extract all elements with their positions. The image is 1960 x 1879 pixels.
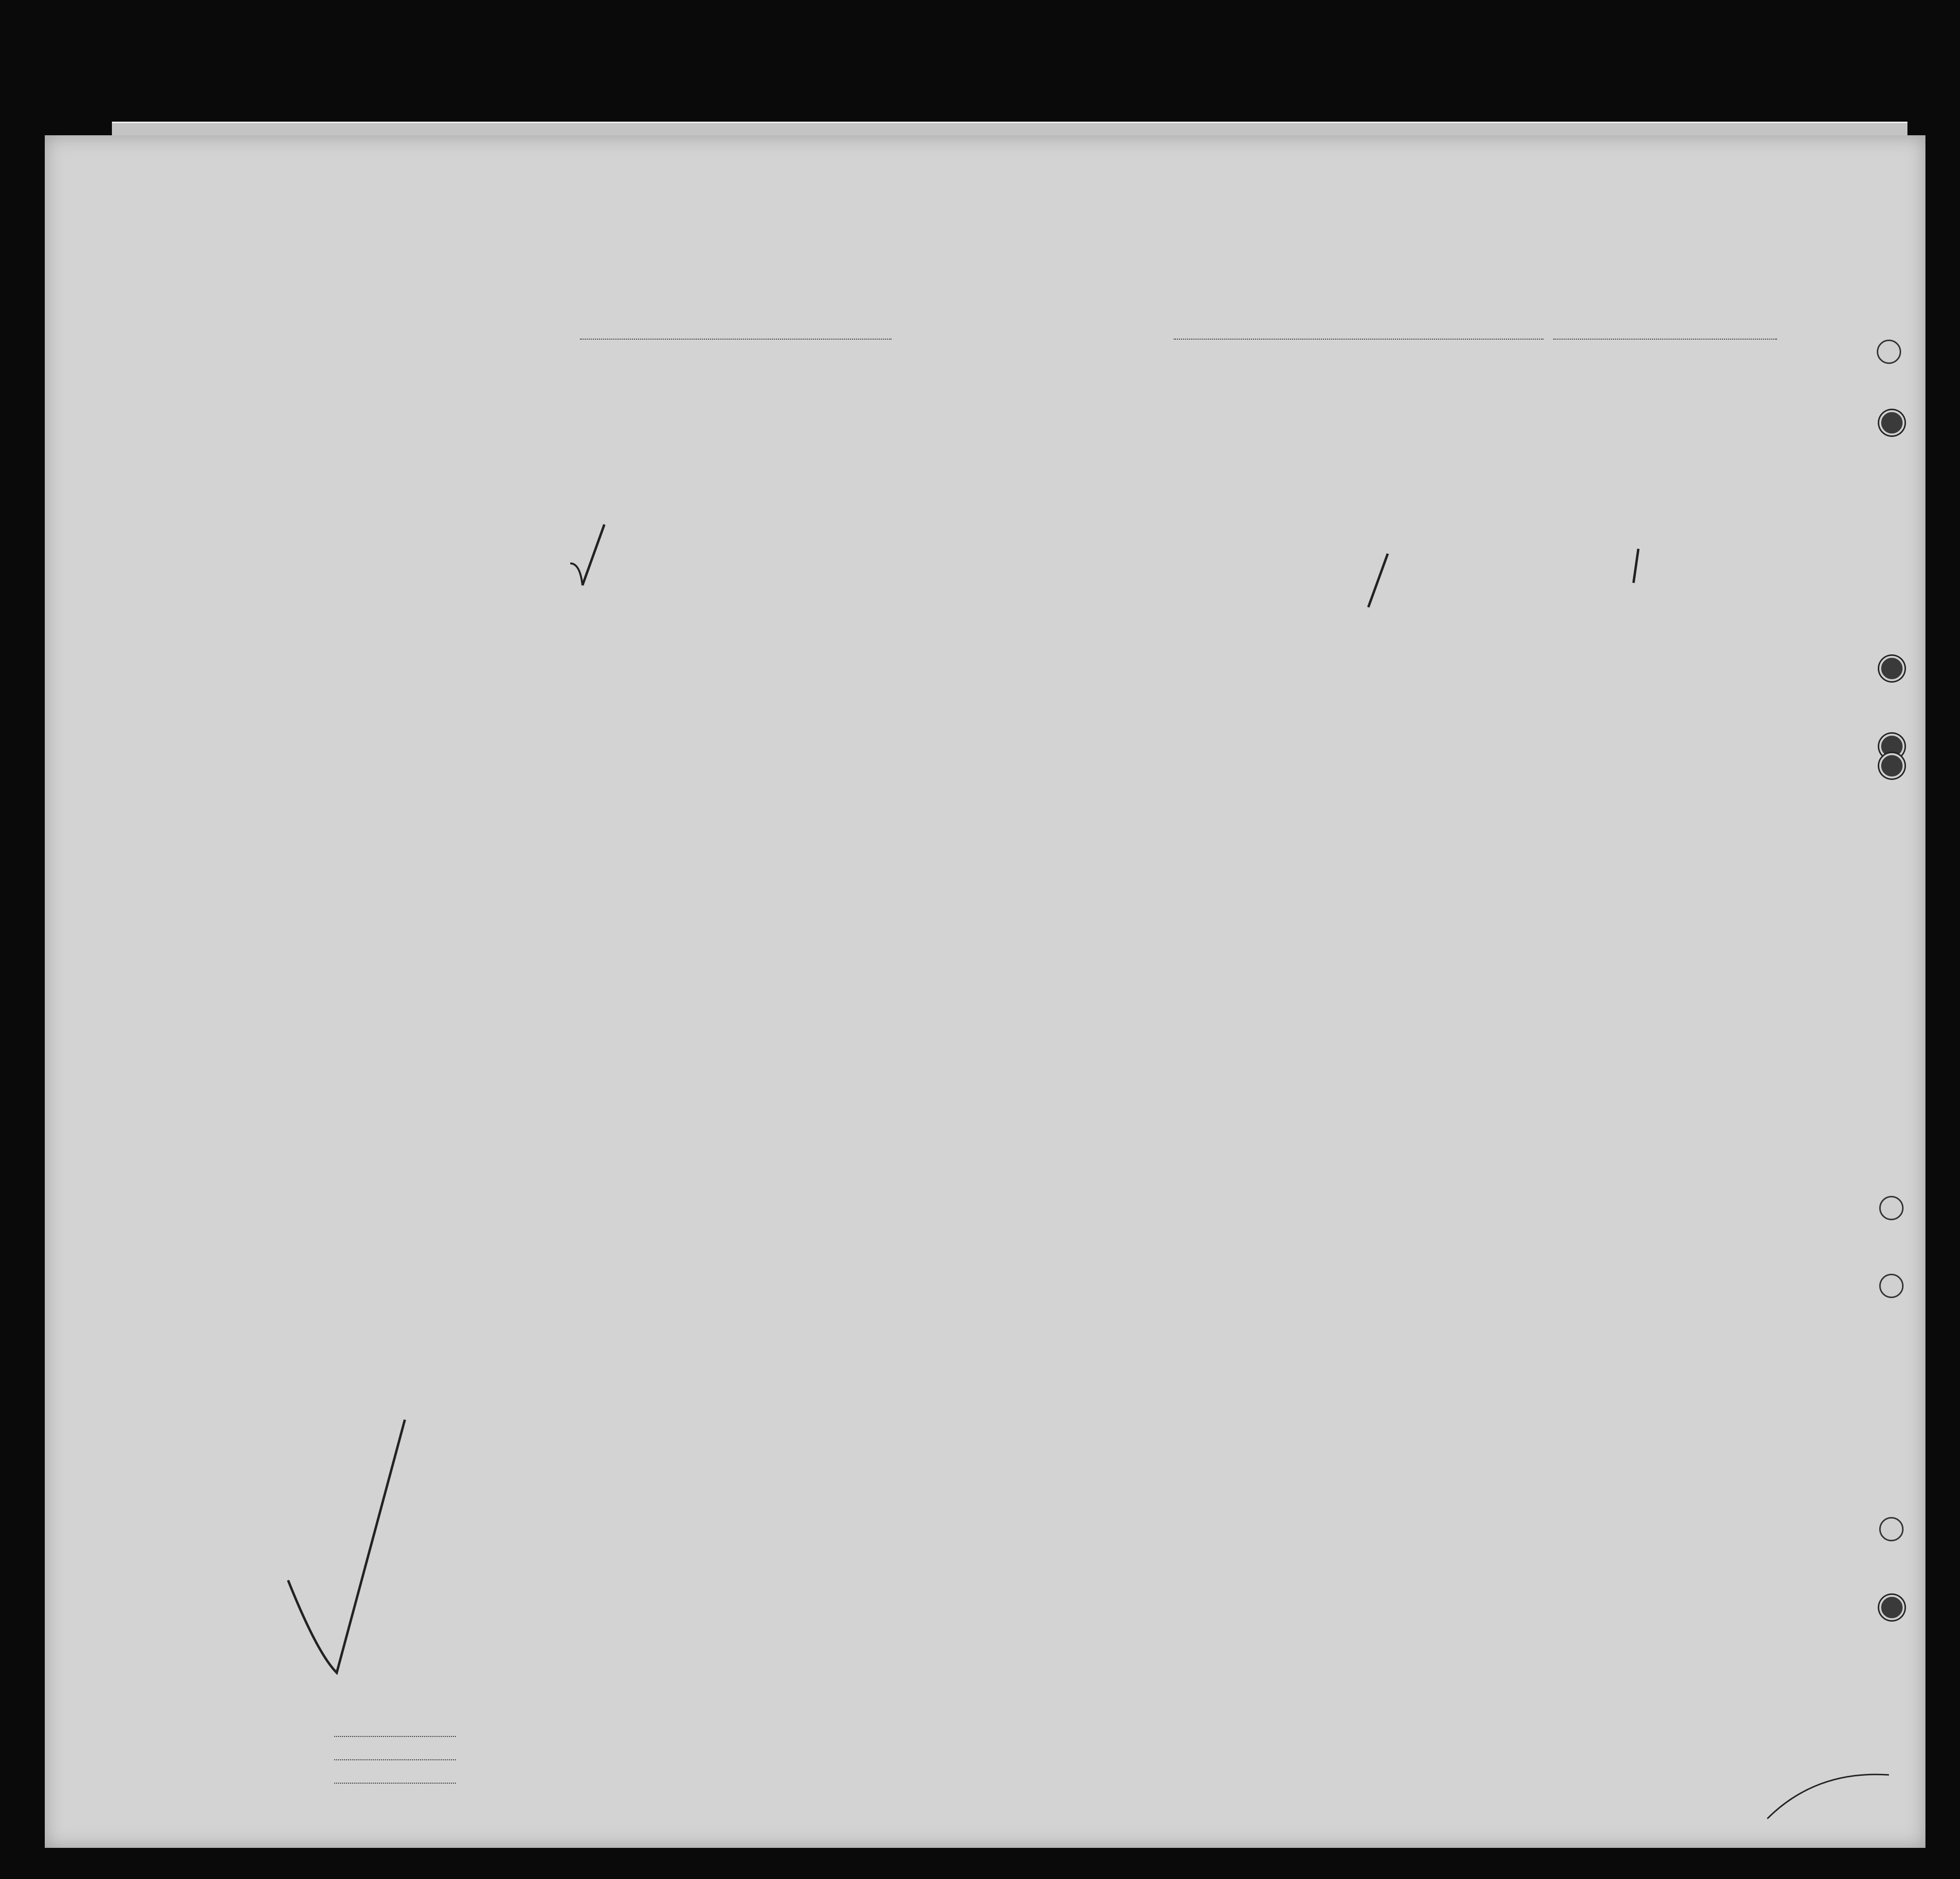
binder-hole (1879, 753, 1905, 778)
manifest-sheet (45, 135, 1925, 1848)
binder-hole (1879, 1595, 1905, 1620)
binder-hole (1879, 410, 1905, 435)
binder-hole (1877, 340, 1901, 364)
footer-line-3 (334, 1783, 456, 1784)
footer-line-2 (334, 1759, 456, 1760)
binder-hole (1879, 1274, 1904, 1298)
handwritten-marks (45, 135, 1925, 1848)
binder-hole (1879, 1517, 1904, 1541)
footer-line-1 (334, 1736, 456, 1737)
binder-hole (1879, 1196, 1904, 1220)
binder-hole (1879, 656, 1905, 681)
